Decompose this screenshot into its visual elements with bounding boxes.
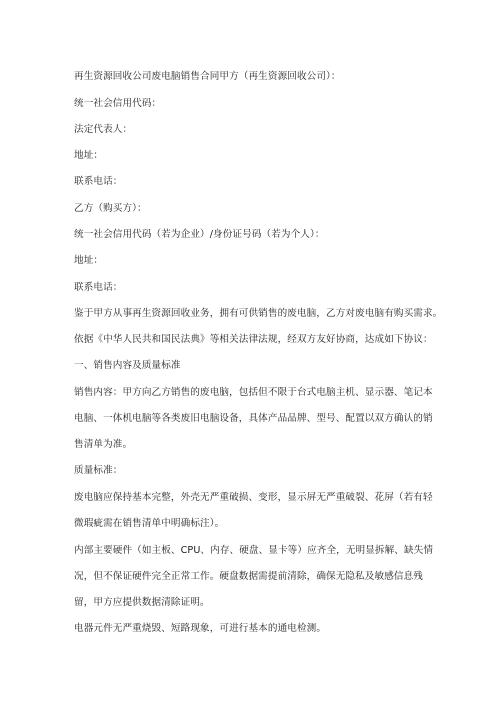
quality-electrical-paragraph: 电器元件无严重烧毁、短路现象，可进行基本的通电检测。 (74, 623, 327, 634)
contract-title-line: 再生资源回收公司废电脑销售合同甲方（再生资源回收公司）： (74, 71, 341, 82)
sales-content-paragraph: 销售内容：甲方向乙方销售的废电脑，包括但不限于台式电脑主机、显示器、笔记本电脑、一体机电脑等各类废旧电脑设备，具体产品品牌、型号、配置以双方确认的销售清单为准。 (74, 387, 433, 450)
party-b-address: 地址： (74, 255, 104, 266)
legal-basis-paragraph: 依据《中华人民共和国民法典》等相关法律法规，经双方友好协商，达成如下协议： (74, 334, 433, 345)
recital-paragraph: 鉴于甲方从事再生资源回收业务，拥有可供销售的废电脑，乙方对废电脑有购买需求。 (74, 308, 443, 319)
section-heading-1: 一、销售内容及质量标准 (74, 360, 181, 371)
quality-standard-label: 质量标准： (74, 465, 123, 476)
party-b-phone: 联系电话： (74, 282, 123, 293)
party-a-legal-rep: 法定代表人： (74, 124, 133, 135)
party-b-heading: 乙方（购买方）： (74, 203, 147, 214)
party-a-phone: 联系电话： (74, 176, 123, 187)
quality-appearance-paragraph: 废电脑应保持基本完整，外壳无严重破损、变形，显示屏无严重破裂、花屏（若有轻微瑕疵需在销售清单中明确标注）。 (74, 492, 433, 529)
party-a-address: 地址： (74, 150, 104, 161)
party-a-credit-code: 统一社会信用代码： (74, 98, 162, 109)
party-b-credit-code: 统一社会信用代码（若为企业）/身份证号码（若为个人）： (74, 229, 325, 240)
quality-hardware-paragraph: 内部主要硬件（如主板、CPU、内存、硬盘、显卡等）应齐全，无明显拆解、缺失情况，但不保证硬件完全正常工作。硬盘数据需提前清除，确保无隐私及敏感信息残留，甲方应提供数据清除证明。 (74, 545, 434, 608)
